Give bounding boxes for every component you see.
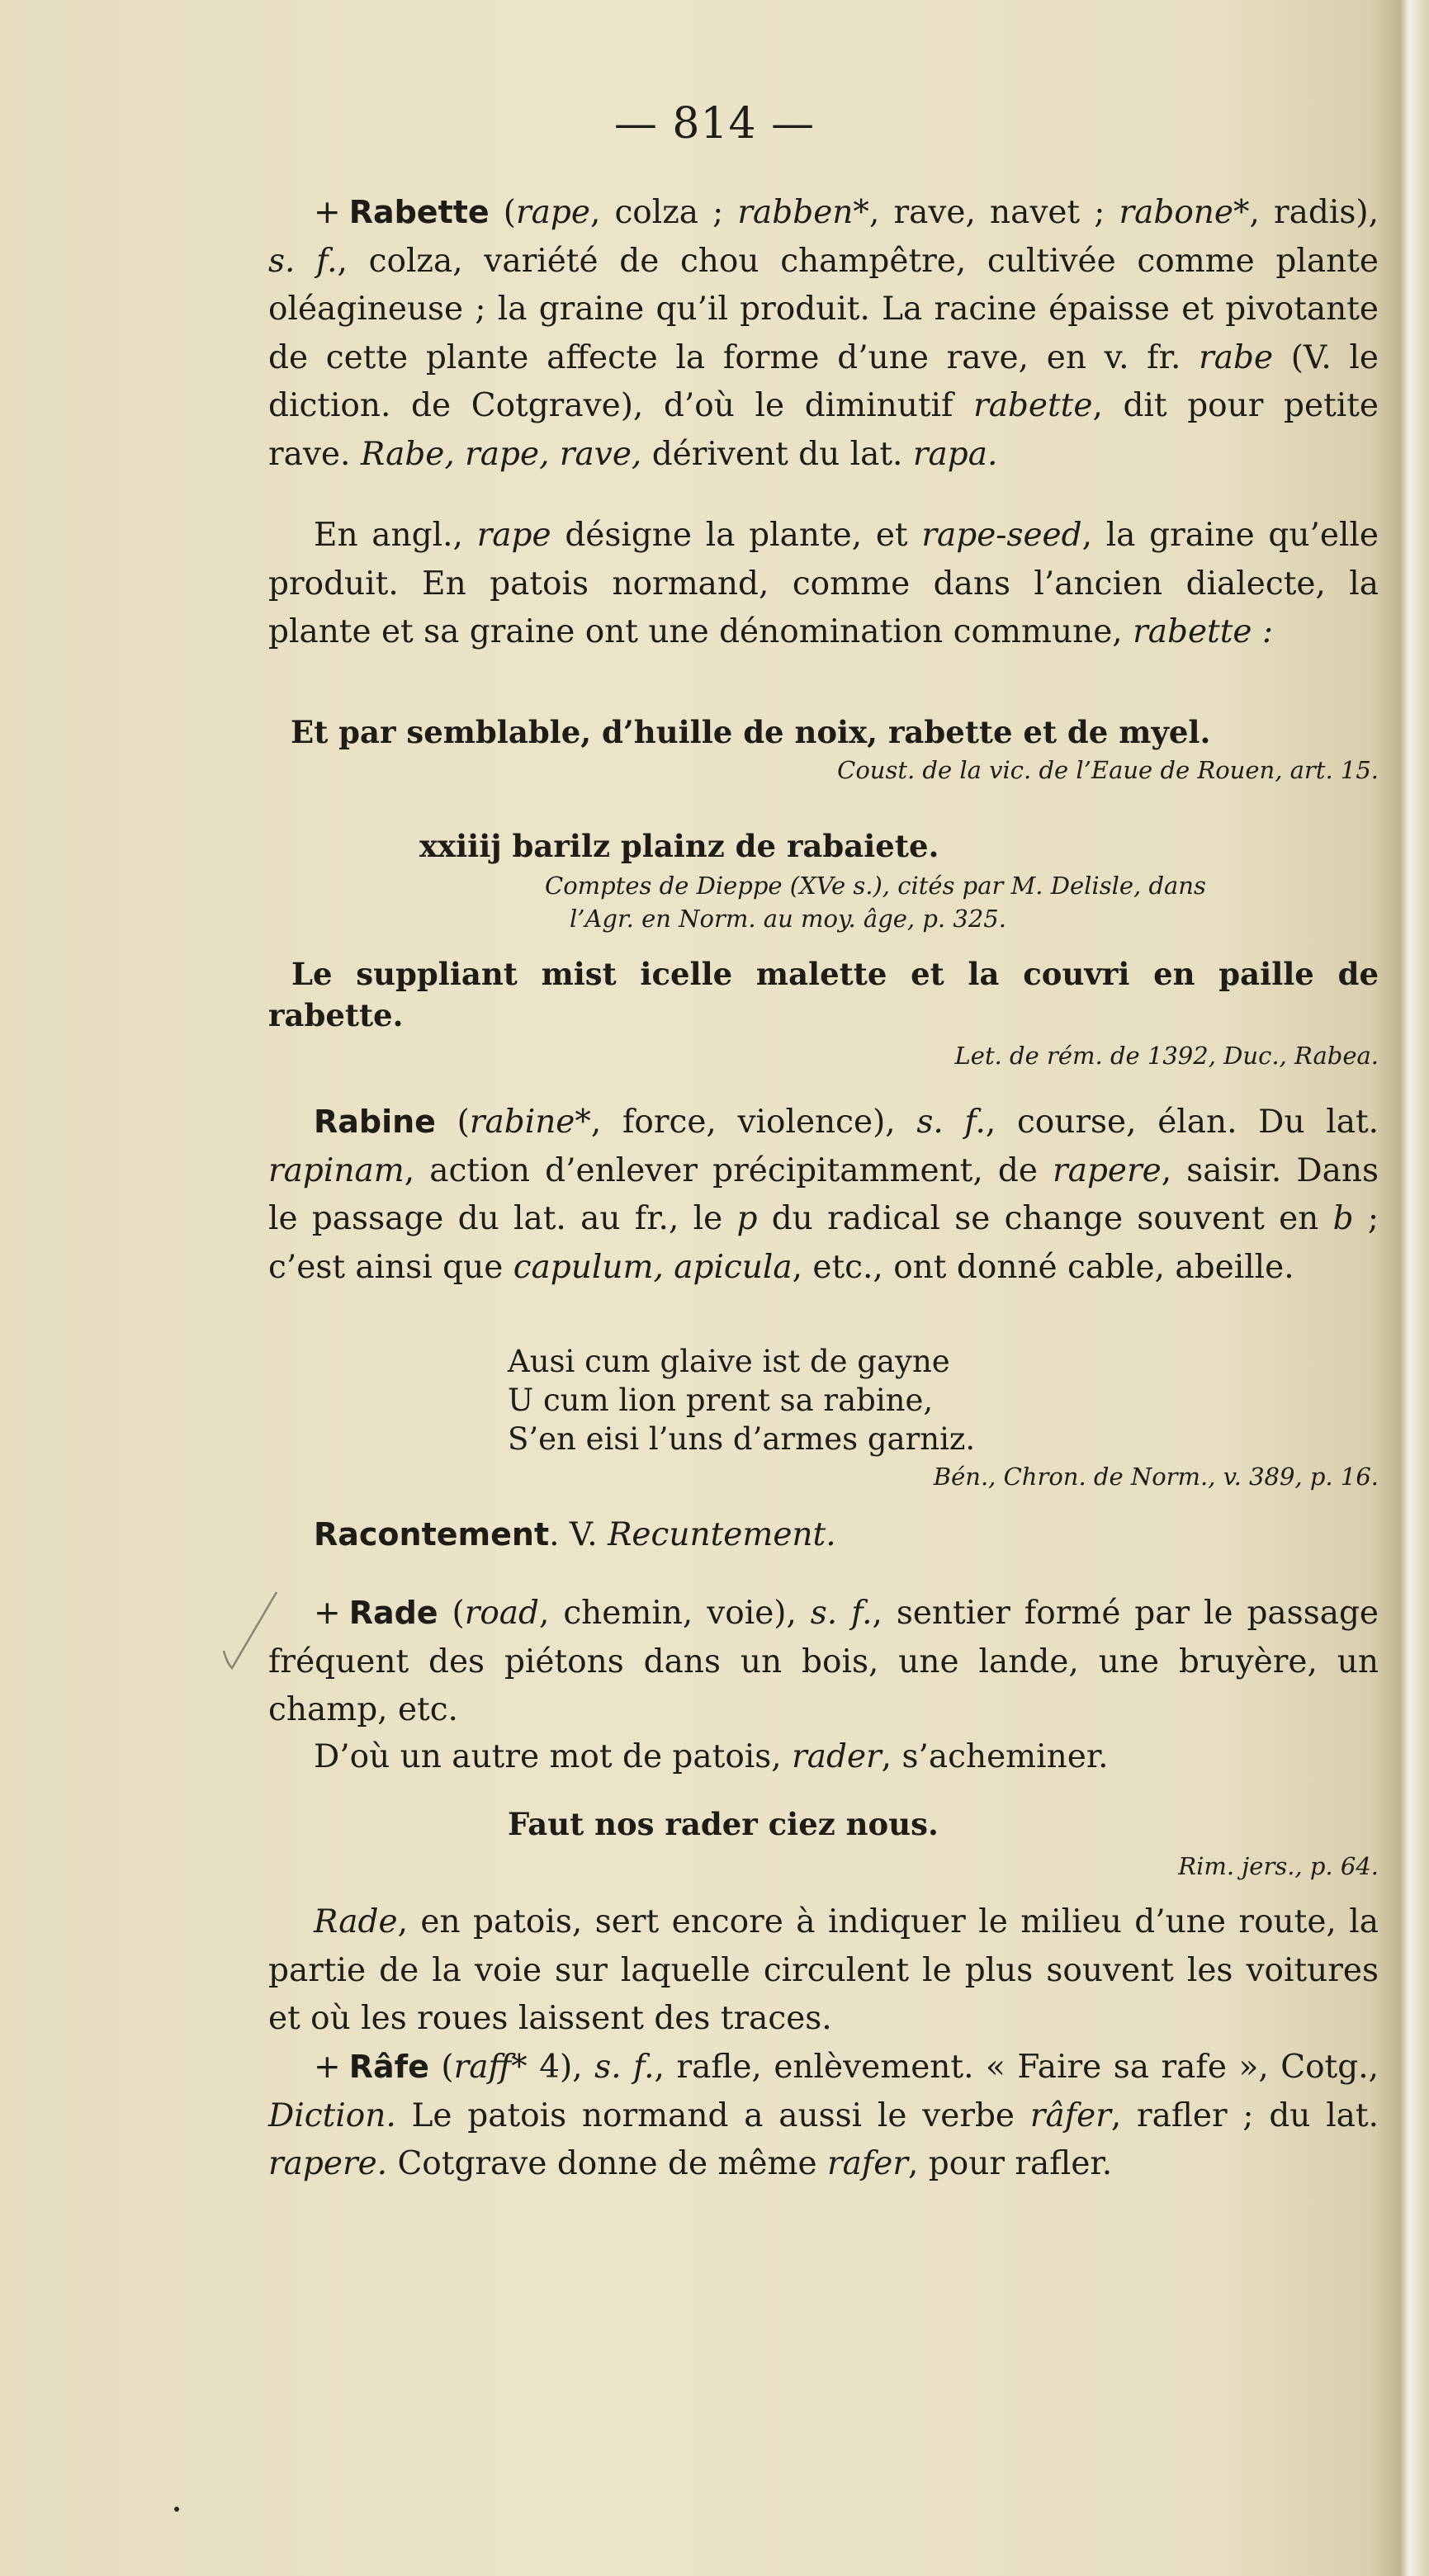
headword-rabette: Rabette (348, 194, 490, 230)
text-run: , force, violence), (590, 1104, 917, 1141)
italic-term: rabone* (1119, 194, 1250, 231)
italic-term: b (1332, 1200, 1354, 1237)
entry-rade-derivative (268, 1733, 1379, 1782)
text-run: , rafler ; du lat. (1110, 2096, 1379, 2134)
italic-term: rabette : (1133, 613, 1273, 650)
text-run: , rave, navet ; (868, 194, 1119, 231)
text-run: , s’acheminer. (881, 1738, 1109, 1775)
text-run: ( (435, 1104, 470, 1141)
text-run: , radis), (1249, 194, 1379, 231)
entry-rade-usage (268, 1898, 1379, 2044)
italic-term: rabe (1199, 338, 1274, 376)
derivative-text (314, 1738, 1109, 1775)
cross-marker-icon: + (314, 1595, 341, 1632)
italic-term: rabine* (469, 1104, 591, 1141)
italic-term: râfer (1029, 2096, 1111, 2134)
headword-rade: Rade (348, 1595, 438, 1631)
italic-term: rape (516, 194, 590, 231)
text-run: ; c’est ainsi que (268, 1200, 1379, 1286)
headword-racontement: Racontement (314, 1516, 550, 1553)
verse-line: U cum lion prent sa rabine, (508, 1383, 934, 1418)
text-run: , colza ; (589, 194, 738, 231)
text-run: , saisir. Dans le passage du lat. au fr., le (268, 1151, 1379, 1237)
italic-term: rape-seed (921, 517, 1082, 554)
citation: Comptes de Dieppe (XVe s.), cités par M. Delisle, dans (545, 872, 1206, 900)
quotation: Le suppliant mist icelle malette et la couvri en paille de rabette. (268, 956, 1379, 1033)
italic-term: Rabe, rape, rave, (360, 435, 642, 473)
text-run: , rafle, enlèvement. « Faire sa rafe », Cotg., (654, 2049, 1379, 2086)
entry-racontement (268, 1510, 1379, 1560)
text-run: dérivent du lat. (641, 435, 913, 473)
headword-rabine: Rabine (314, 1104, 436, 1140)
quotation: Et par semblable, d’huille de noix, rabette et de myel. (291, 714, 1211, 750)
italic-term: s. f. (268, 242, 338, 280)
italic-term: rader (792, 1738, 882, 1775)
text-run: 4), (527, 2049, 595, 2086)
text-run: , colza, variété de chou champêtre, cultivée comme plante oléagineuse ; la graine qu’il produit. La racine épaisse et pivotante de cette plante affecte la forme d’une rave, en v. fr. (268, 242, 1379, 376)
usage-text (268, 1903, 1379, 2037)
page-number: — 814 — (613, 99, 816, 149)
citation: Let. de rém. de 1392, Duc., Rabea. (954, 1042, 1379, 1070)
text-run: , chemin, voie), (539, 1595, 811, 1632)
italic-term: rabben* (737, 194, 869, 231)
text-run: D’où un autre mot de patois, (314, 1738, 793, 1775)
entry-rabette-definition (268, 188, 1379, 479)
text-run: (V. le diction. de Cotgrave), d’où le diminutif (268, 338, 1379, 424)
quotation: Faut nos rader ciez nous. (508, 1806, 939, 1842)
italic-term: rapa. (912, 435, 998, 473)
entry-rabine-definition (268, 1098, 1379, 1292)
headword-rafe: Râfe (348, 2049, 429, 2085)
text-run: , etc., ont donné cable, abeille. (792, 1248, 1294, 1286)
verse-line: S’en eisi l’uns d’armes garniz. (508, 1421, 976, 1457)
citation: Bén., Chron. de Norm., v. 389, p. 16. (933, 1463, 1379, 1491)
italic-term: p (736, 1200, 758, 1237)
text-run: ( (428, 2049, 454, 2086)
text-run: , action d’enlever précipitamment, de (404, 1151, 1053, 1189)
verse-line: Ausi cum glaive ist de gayne (508, 1344, 950, 1379)
text-run: , la graine qu’elle produit. En patois normand, comme dans l’ancien dialecte, la plante et sa graine ont une dénomination commune, (268, 517, 1379, 650)
text-run: désigne la plante, et (551, 517, 922, 554)
italic-term: rafer (826, 2145, 909, 2182)
cross-reference-link: Recuntement. (608, 1516, 836, 1553)
italic-term: Rade (314, 1903, 398, 1940)
text-run: En angl., (314, 517, 477, 554)
text-run: , pour rafler. (908, 2145, 1113, 2182)
entry-rafe-definition (268, 2043, 1379, 2189)
italic-term: rapere (1053, 1151, 1162, 1189)
quotation: xxiiij barilz plainz de rabaiete. (419, 828, 939, 864)
ink-speck (174, 2507, 179, 2512)
italic-term: s. f. (916, 1104, 986, 1141)
etymology-text (268, 517, 1379, 650)
italic-term: rapere. (268, 2145, 388, 2182)
text-run: Cotgrave donne de même (387, 2145, 827, 2182)
italic-term: Diction. (268, 2096, 396, 2134)
text-run: ( (489, 194, 516, 231)
entry-rade-definition (268, 1589, 1379, 1735)
definition-text (268, 2049, 1379, 2182)
text-run: , course, élan. Du lat. (985, 1104, 1379, 1141)
text-run: , sentier formé par le passage fréquent des piétons dans un bois, une lande, une bruyère, un champ, etc. (268, 1595, 1379, 1728)
cross-marker-icon: + (314, 2049, 341, 2086)
text-run: du radical se change souvent en (757, 1200, 1333, 1237)
italic-term: s. f. (594, 2049, 655, 2086)
italic-term: road (464, 1595, 540, 1632)
italic-term: rape (476, 517, 551, 554)
text-run: , dit pour petite rave. (268, 387, 1379, 473)
citation: l’Agr. en Norm. au moy. âge, p. 325. (570, 905, 1006, 933)
definition-text (268, 194, 1379, 473)
text-run: Le patois normand a aussi le verbe (395, 2096, 1030, 2134)
text-run: , en patois, sert encore à indiquer le milieu d’une route, la partie de la voie sur laquelle circulent le plus souvent les voitures et où les roues laissent des traces. (268, 1903, 1379, 2037)
italic-term: capulum, apicula (513, 1248, 793, 1286)
see-reference: . V. (549, 1516, 608, 1553)
citation: Rim. jers., p. 64. (1178, 1852, 1379, 1880)
citation: Coust. de la vic. de l’Eaue de Rouen, art. 15. (837, 756, 1379, 784)
cross-marker-icon: + (314, 194, 341, 231)
italic-term: s. f. (810, 1595, 873, 1632)
italic-term: rapinam (268, 1151, 405, 1189)
italic-term: raff* (453, 2049, 528, 2086)
italic-term: rabette (973, 387, 1093, 424)
text-run: ( (438, 1595, 465, 1632)
entry-rabette-etymology (268, 512, 1379, 657)
